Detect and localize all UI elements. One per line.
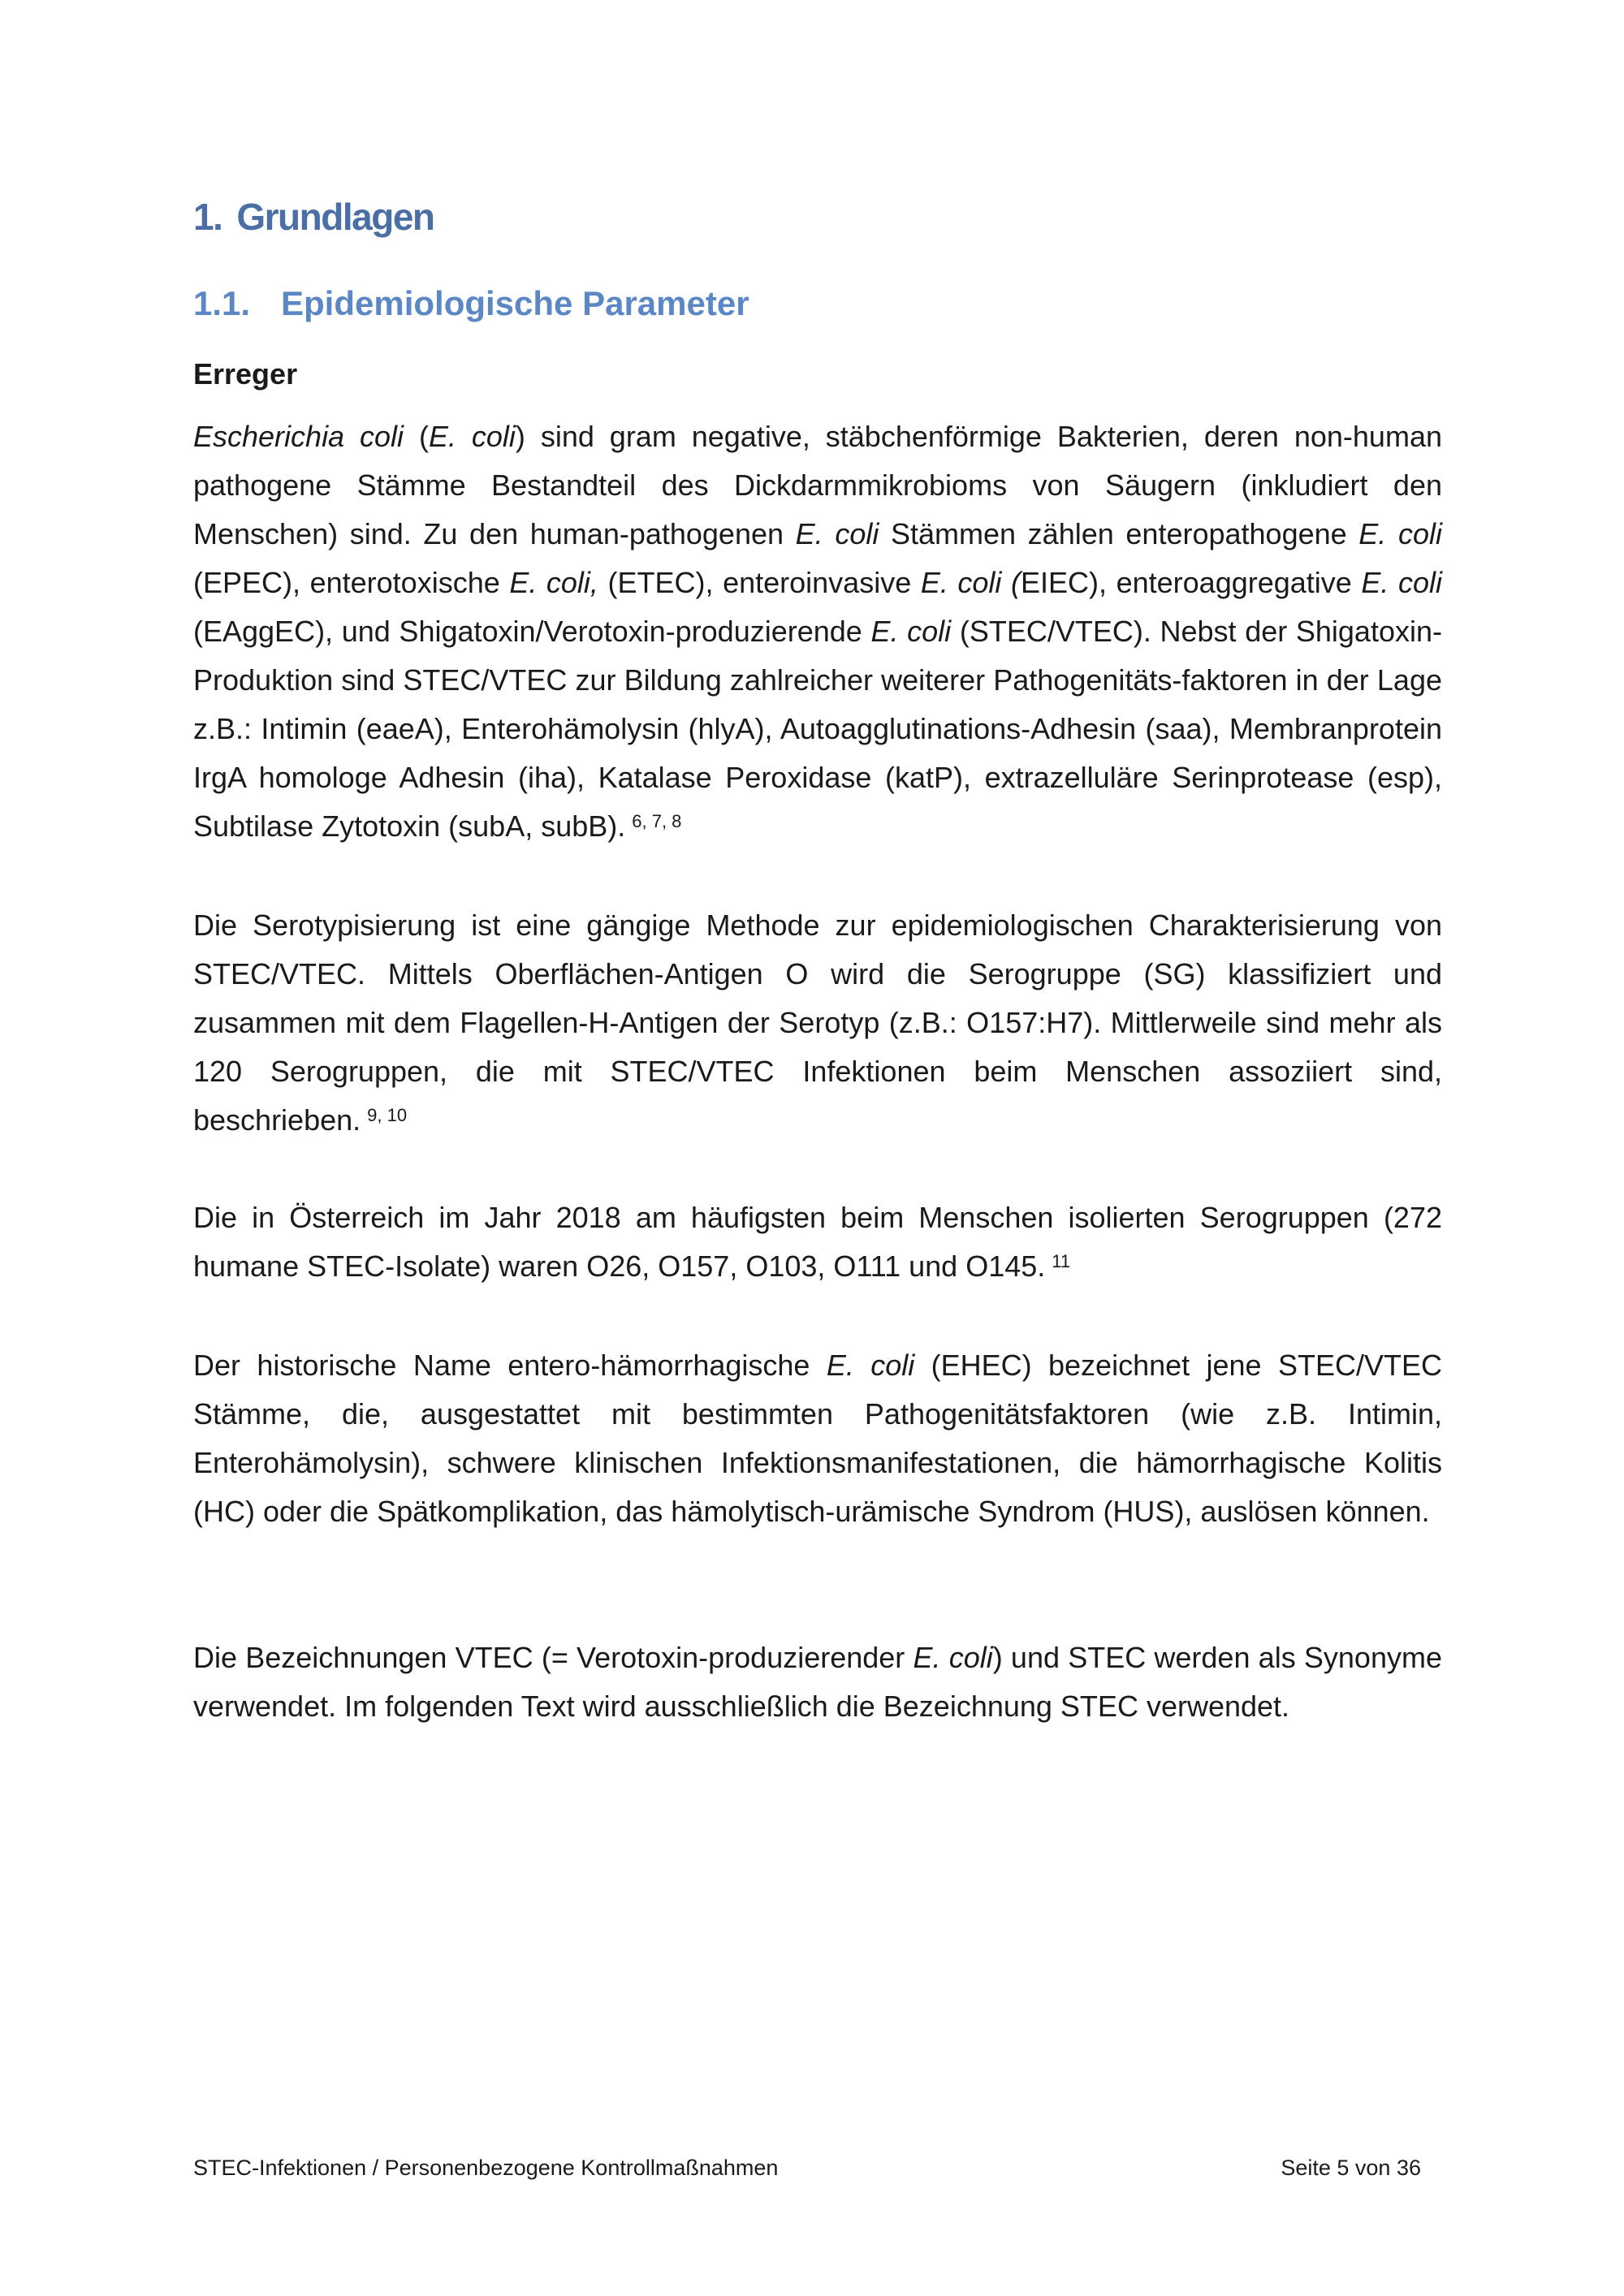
chapter-number: 1. — [193, 196, 222, 238]
paragraph-synonyms: Die Bezeichnungen VTEC (= Verotoxin-produzierender E. coli) und STEC werden als Synonyme verwendet. Im folgenden Text wird ausschließlich die Bezeichnung STEC verwendet. — [193, 1641, 1442, 1723]
paragraph-ehec: Der historische Name entero-hämorrhagische E. coli (EHEC) bezeichnet jene STEC/VTEC Stämme, die, ausgestattet mit bestimmten Pathogenitätsfaktoren (wie z.B. Intimin, Enterohämolysin), schwere klinischen Infektionsmanifestationen, die hämorrhagische Kolitis (HC) oder die Spätkomplikation, das hämolytisch-urämische Syndrom (HUS), auslösen können. — [193, 1349, 1442, 1528]
chapter-heading — [193, 195, 434, 239]
paragraph-serotyping: Die Serotypisierung ist eine gängige Methode zur epidemiologischen Charakterisierung von STEC/VTEC. Mittels Oberflächen-Antigen O wird die Serogruppe (SG) klassifiziert und zusammen mit dem Flagellen-H-Antigen der Serotyp (z.B.: O157:H7). Mittlerweile sind mehr als 120 Serogruppen, die mit STEC/VTEC Infektionen beim Menschen assoziiert sind, beschrieben. $^{9, 10}$ — [193, 908, 1442, 1137]
paragraph-pathogen: Escherichia coli (E. coli) sind gram negative, stäbchenförmige Bakterien, deren non-human pathogene Stämme Bestandteil des Dickdarmmikrobioms von Säugern (inkludiert den Menschen) sind. Zu den human-pathogenen E. coli Stämmen zählen enteropathogene E. coli (EPEC), enterotoxische E. coli, (ETEC), enteroinvasive E. coli (EIEC), enteroaggregative E. coli (EAggEC), und Shigatoxin/Verotoxin-produzierende E. coli (STEC/VTEC). Nebst der Shigatoxin-Produktion sind STEC/VTEC zur Bildung zahlreicher weiterer Pathogenitäts-faktoren in der Lage z.B.: Intimin (eaeA), Enterohämolysin (hlyA), Autoagglutinations-Adhesin (saa), Membranprotein IrgA homologe Adhesin (iha), Katalase Peroxidase (katP), extrazelluläre Serinprotease (esp), Subtilase Zytotoxin (subA, subB). $^{6, 7, 8}$ — [193, 420, 1443, 843]
footer-document-title: STEC-Infektionen / Personenbezogene Kontrollmaßnahmen — [193, 2156, 779, 2180]
chapter-title: Grundlagen — [236, 196, 434, 238]
subsection-heading: Erreger — [193, 357, 298, 391]
section-heading — [193, 284, 749, 323]
section-number: 1.1. — [193, 284, 251, 322]
section-title: Epidemiologische Parameter — [281, 284, 749, 322]
footnote-reference: 11 — [1052, 1251, 1071, 1271]
footer-page-number: Seite 5 von 36 — [1281, 2156, 1421, 2180]
paragraph-austria-serogroups: Die in Österreich im Jahr 2018 am häufigsten beim Menschen isolierten Serogruppen (272 humane STEC-Isolate) waren O26, O157, O103, O111 und O145. $^{11}$ — [193, 1201, 1442, 1283]
footnote-reference: 6, 7, 8 — [632, 811, 682, 831]
footnote-reference: 9, 10 — [367, 1105, 408, 1125]
